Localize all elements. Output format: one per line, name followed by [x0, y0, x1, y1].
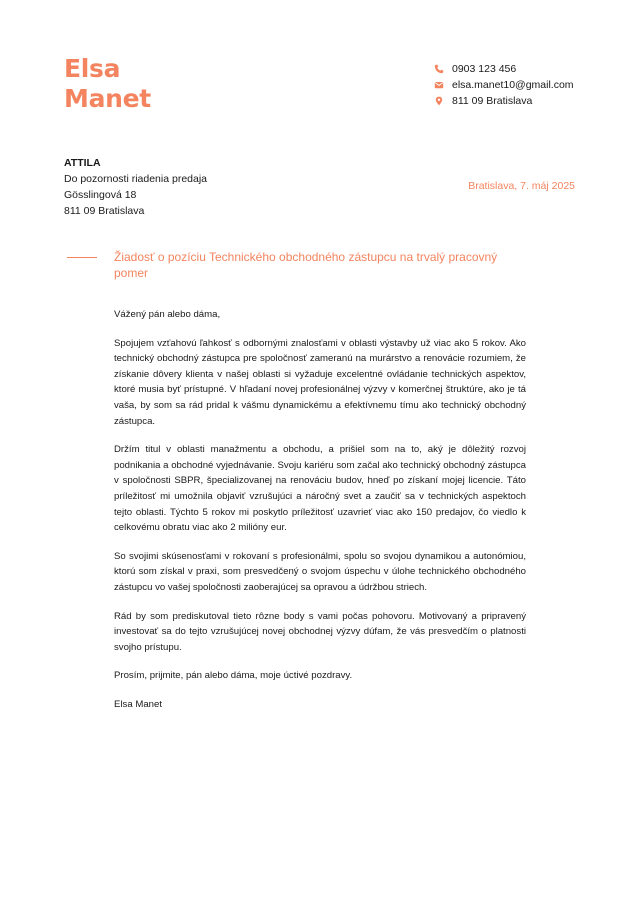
letter-body — [114, 307, 526, 725]
contact-info — [434, 61, 574, 109]
paragraph: Držím titul v oblasti manažmentu a obchodu, a prišiel som na to, aký je dôležitý rozvoj podnikania a obchodné vyjednávanie. Svoju kariéru som začal ako technický obchodný zástupca v spoločnosti SBPR, špecializovanej na renováciu budov, hneď po získaní mojej licencie. Táto príležitosť mi umožnila objaviť vzrušujúci a náročný svet a zaučiť sa v technických aspektoch tejto oblasti. Týchto 5 rokov mi poskytlo príležitosť uzavrieť viac ako 150 predajov, čo viedlo k celkovému obratu viac ako 2 milióny eur. — [114, 444, 526, 534]
contact-address-row — [434, 93, 574, 109]
recipient-block — [64, 155, 207, 219]
phone-icon — [434, 64, 444, 74]
sender-first-name: Elsa — [64, 54, 121, 83]
contact-phone: 0903 123 456 — [452, 63, 517, 75]
recipient-city: 811 09 Bratislava — [64, 205, 145, 217]
sender-name — [64, 54, 151, 114]
salutation: Vážený pán alebo dáma, — [114, 309, 221, 320]
contact-email-row — [434, 77, 574, 93]
recipient-street: Gösslingová 18 — [64, 189, 137, 201]
sender-last-name: Manet — [64, 84, 151, 113]
letter-date: Bratislava, 7. máj 2025 — [468, 180, 575, 192]
recipient-company: ATTILA — [64, 157, 101, 169]
paragraph: So svojimi skúsenosťami v rokovaní s profesionálmi, spolu so svojou dynamikou a autonómiou, ktorú som získal v praxi, som presvedčený o svojom úspechu v úlohe technického obchodného zástupcu vo vašej spoločnosti zaoberajúcej sa opravou a údržbou striech. — [114, 550, 526, 593]
letter-subject: Žiadosť o pozíciu Technického obchodného zástupcu na trvalý pracovný pomer — [114, 250, 498, 280]
paragraph: Spojujem vzťahovú ľahkosť s odbornými znalosťami v oblasti výstavby už viac ako 5 rokov. Ako technický obchodný zástupca pre spoločnosť zameranú na murárstvo a renovácie rozumiem, že získanie dôvery klienta v našej oblasti si vyžaduje excelentné ovládanie technických aspektov, ktoré musia byť prístupné. V hľadaní novej profesionálnej výzvy v komerčnej štruktúre, ako je tá vaša, by som sa rád pridal k vášmu dynamickému a efektívnemu tímu ako technický obchodný zástupca. — [114, 337, 526, 427]
contact-email: elsa.manet10@gmail.com — [452, 79, 574, 91]
recipient-attention: Do pozornosti riadenia predaja — [64, 173, 208, 185]
contact-address: 811 09 Bratislava — [452, 95, 533, 107]
signature: Elsa Manet — [114, 698, 162, 710]
paragraph: Rád by som prediskutoval tieto rôzne body s vami počas pohovoru. Motivovaný a pripravený investovať sa do tejto vzrušujúcej novej obchodnej výzvy dúfam, že vás presvedčím o platnosti svojho prístupu. — [114, 610, 526, 653]
mail-icon — [434, 80, 444, 90]
closing: Prosím, prijmite, pán alebo dáma, moje úctivé pozdravy. — [114, 670, 353, 682]
subject-divider — [67, 257, 97, 258]
contact-phone-row — [434, 61, 574, 77]
location-pin-icon — [434, 96, 444, 106]
